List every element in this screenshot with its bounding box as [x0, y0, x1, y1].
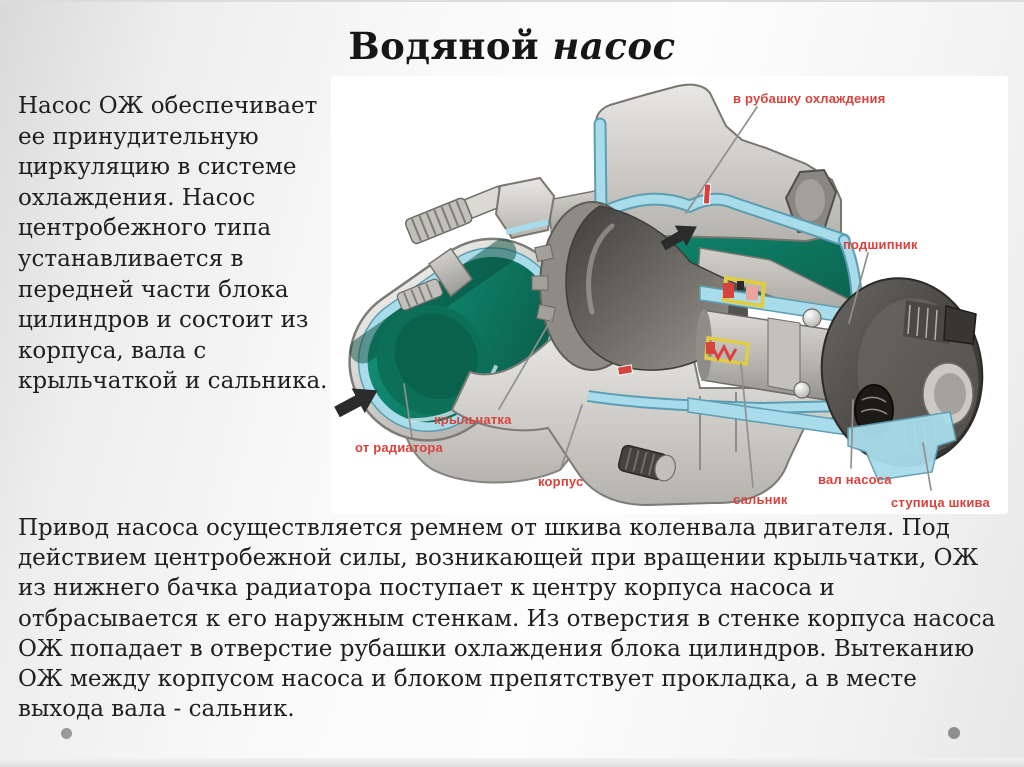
intro-paragraph [18, 91, 338, 397]
text-line: цилиндров и состоит из [18, 307, 309, 334]
bottom-band [0, 758, 1024, 767]
title-word-regular: Водяной [348, 24, 540, 68]
text-line: Насос ОЖ обеспечивает [18, 93, 318, 119]
decorative-dot-right [948, 727, 960, 739]
diagram-label-bearing: подшипник [843, 237, 918, 252]
stud-clamp [496, 178, 554, 238]
text-line: охлаждения. Насос [18, 184, 256, 211]
text-line: центробежного типа [18, 215, 272, 242]
stud-bolt-icon [404, 183, 506, 245]
text-line: выхода вала - сальник. [18, 696, 295, 723]
diagram-label-impeller: крыльчатка [434, 412, 512, 427]
decorative-dot-left [61, 728, 72, 739]
text-line: Привод насоса осуществляется ремнем от шкива коленвала двигателя. Под [18, 515, 950, 541]
text-line: крыльчаткой и сальника. [18, 368, 328, 395]
diagram-label-housing: корпус [538, 474, 584, 489]
top-edge-line [0, 0, 1024, 2]
text-line: действием центробежной силы, возникающей при вращении крыльчатки, ОЖ [18, 545, 979, 572]
text-line: из нижнего бачка радиатора поступает к центру корпуса насоса и [18, 575, 835, 602]
text-line: передней части блока [18, 276, 289, 303]
body-paragraph [18, 513, 1008, 724]
title-word-italic: насос [552, 24, 676, 68]
diagram-label-pulley-hub: ступица шкива [891, 495, 990, 510]
text-line: ОЖ между корпусом насоса и блоком препятствует прокладка, а в месте [18, 666, 917, 693]
diagram-label-shaft: вал насоса [818, 472, 892, 487]
text-line: отбрасывается к его наружным стенкам. Из отверстия в стенке корпуса насоса [18, 605, 996, 632]
diagram-label-seal: сальник [733, 492, 788, 507]
diagram-label-jacket: в рубашку охлаждения [733, 91, 886, 106]
text-line: устанавливается в [18, 245, 244, 272]
text-line: ОЖ попадает в отверстие рубашки охлаждения блока цилиндров. Вытеканию [18, 635, 975, 662]
text-line: циркуляцию в системе [18, 154, 297, 181]
text-line: корпуса, вала с [18, 337, 207, 364]
diagram-label-from-radiator: от радиатора [355, 440, 443, 455]
text-line: ее принудительную [18, 123, 259, 150]
slide-title [0, 24, 1024, 68]
pump-diagram [331, 76, 1008, 514]
